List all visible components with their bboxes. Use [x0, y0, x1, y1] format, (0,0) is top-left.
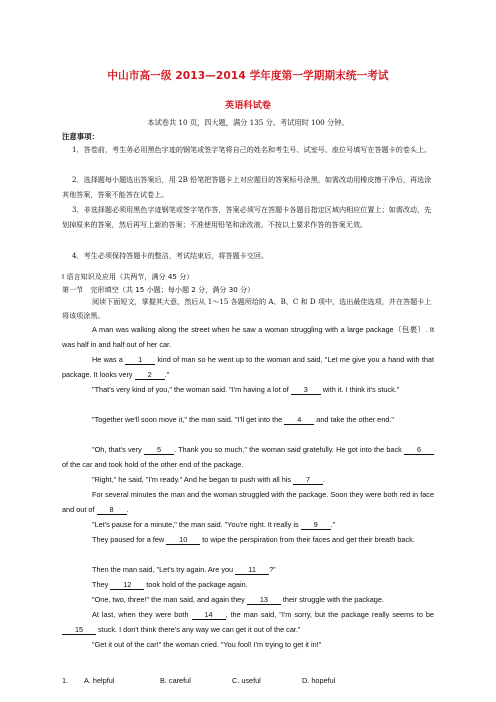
blank-13: 13 [247, 595, 281, 605]
note-item: 4．考生必须保持答题卡的整洁，考试结束后，将答题卡交回。 [72, 251, 269, 260]
blank-15: 15 [62, 625, 96, 635]
passage-text: A man was walking along the street when he saw a woman struggling with a large package（包裹）. It was half in and half out of her car. [62, 325, 434, 349]
passage-paragraph [62, 533, 434, 548]
passage-paragraph [62, 563, 434, 578]
passage-paragraph [62, 518, 434, 533]
option-a: A. helpful [84, 676, 115, 685]
passage-text: "Let's pause for a minute," the man said. "You're right. It really is [92, 520, 301, 529]
blank-14: 14 [192, 610, 226, 620]
blank-3: 3 [291, 385, 321, 395]
passage-text: stuck. I don't think there's any way we can get it out of the car." [96, 624, 301, 634]
section-heading: 第一节 完形填空（共 15 小题；每小题 2 分，满分 30 分） [62, 285, 255, 294]
blank-4: 4 [284, 415, 314, 425]
paper-subtitle: 英语科试卷 [225, 100, 271, 111]
passage-paragraph [62, 353, 434, 383]
passage-text: . [126, 504, 129, 514]
passage-paragraph [62, 413, 434, 428]
blank-10: 10 [166, 535, 200, 545]
passage-text: They [92, 580, 111, 589]
passage-paragraph [62, 383, 434, 398]
passage-text: took hold of the package again. [144, 580, 248, 589]
passage-text: and take the other end." [314, 415, 394, 424]
note-item: 1．答卷前，考生务必用黑色字迹的钢笔或签字笔将自己的姓名和考生号、试室号、座位号填写在答题卡的卷头上。 [72, 145, 432, 154]
passage-text: "Get it out of the car!" the woman cried. "You fool! I'm trying to get it in!" [92, 640, 322, 649]
notes-heading: 注意事项： [62, 132, 99, 141]
passage-text: "Together we'll soon move it," the man said. "I'll get into the [92, 415, 285, 424]
passage-text: "Right," he said, "I'm ready." And he began to push with all his [92, 475, 294, 484]
passage-paragraph [62, 593, 434, 608]
passage-text: . Thank you so much," the woman said gratefully. He got into the back [173, 445, 404, 454]
passage-text: their struggle with the package. [280, 595, 384, 604]
blank-1: 1 [125, 355, 155, 365]
blank-9: 9 [301, 520, 331, 530]
exam-intro: 本试卷共 10 页，四大题，满分 135 分。考试用时 100 分钟。 [147, 118, 349, 127]
passage-text: ." [330, 520, 336, 529]
passage-text: ." [164, 369, 170, 379]
blank-2: 2 [135, 370, 165, 380]
note-item: 2．选择题每小题选出答案后，用 2B 铅笔把答题卡上对应题目的答案标号涂黑，如需改动用橡皮擦干净后，再选涂其他答案，答案不能答在试卷上。 [62, 175, 432, 200]
passage-text: Then the man said, "Let's try again. Are you [92, 565, 236, 574]
passage-text: "Oh, that's very [92, 445, 144, 454]
part-heading: Ⅰ 语言知识及应用（共两节，满分 45 分） [62, 272, 194, 281]
passage-text: to wipe the perspiration from their faces and get their breath back. [200, 535, 415, 544]
passage-paragraph [62, 488, 434, 518]
passage-text: For several minutes the man and the woman struggled with the package. Soon they were both red in face and out of [62, 490, 434, 514]
blank-8: 8 [97, 505, 127, 515]
passage-text: , the man said, "I'm sorry, but the package really seems to be [225, 610, 434, 619]
passage-paragraph [62, 578, 434, 593]
blank-11: 11 [235, 565, 269, 575]
note-item: 3．非选择题必须用黑色字迹钢笔或签字笔作答，答案必须写在答题卡各题目指定区域内相应位置上；如需改动，先划掉原来的答案，然后再写上新的答案；不准使用铅笔和涂改液。不按以上要求作答的答案无效。 [62, 205, 432, 230]
passage-paragraph [62, 608, 434, 638]
passage-text: ?" [269, 565, 276, 574]
passage-text: of the car and took hold of the other end of the package. [62, 459, 244, 469]
question-number: 1. [62, 676, 69, 685]
passage-paragraph [62, 323, 434, 353]
option-b: B. careful [160, 676, 191, 685]
blank-12: 12 [110, 580, 144, 590]
exam-title: 中山市高一级 2013—2014 学年度第一学期期末统一考试 [107, 70, 389, 82]
passage-text: At last, when they were both [92, 610, 192, 619]
passage-paragraph [62, 443, 434, 473]
passage-paragraph [62, 473, 434, 488]
passage-paragraph [62, 638, 434, 653]
option-c: C. useful [232, 676, 261, 685]
directions: 阅读下面短文，掌握其大意，然后从 1～15 各题所给的 A、B、C 和 D 项中，选出最佳选项，并在答题卡上将该项涂黑。 [62, 297, 432, 320]
passage-text: They paused for a few [92, 535, 167, 544]
passage-text: "That's very kind of you," the woman said. "I'm having a lot of [92, 385, 291, 394]
blank-6: 6 [404, 445, 434, 455]
passage-text: kind of man so he went up to the woman and said, "Let me give you a hand with that package. It looks very [62, 355, 434, 379]
blank-5: 5 [144, 445, 174, 455]
blank-7: 7 [293, 475, 323, 485]
passage-text: He was a [92, 355, 126, 364]
passage-text: "One, two, three!" the man said, and again they [92, 595, 247, 604]
passage-text: . [323, 475, 326, 484]
passage-text: with it. I think it's stuck." [320, 385, 400, 394]
option-d: D. hopeful [302, 676, 336, 685]
